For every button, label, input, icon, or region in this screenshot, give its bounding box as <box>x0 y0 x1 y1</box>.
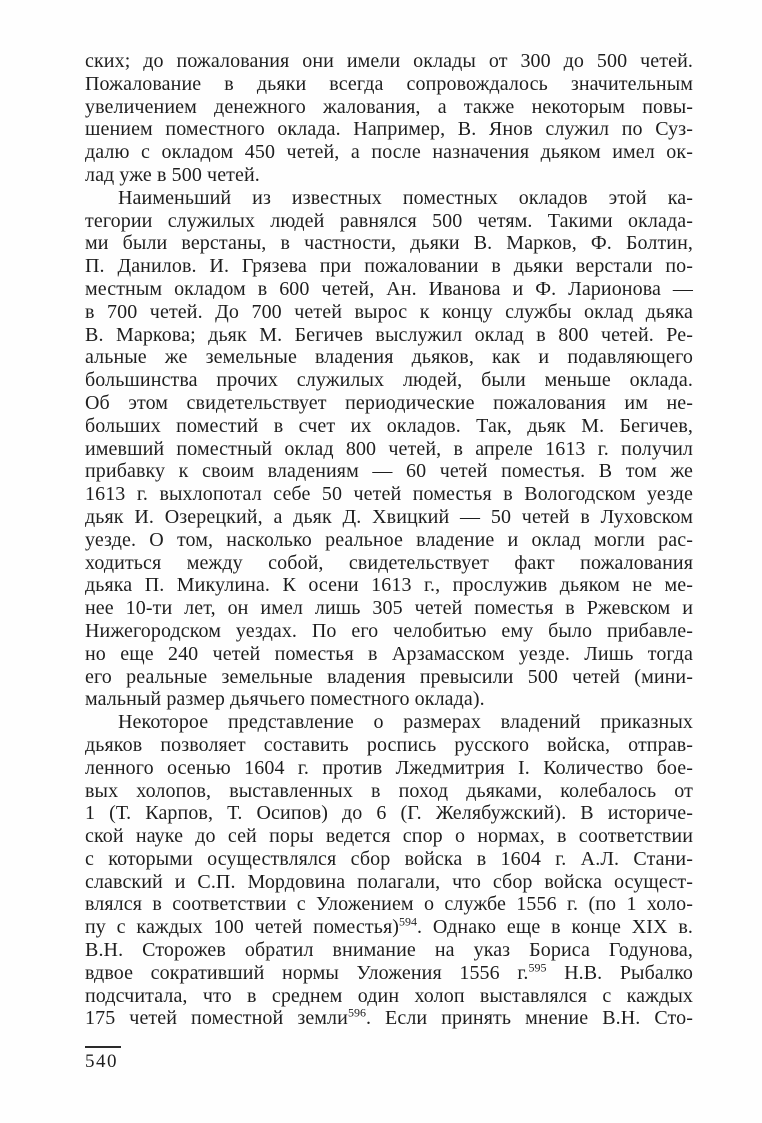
paragraph <box>85 50 693 187</box>
text-line: имевший поместный оклад 800 четей, в апреле 1613 г. получил <box>85 437 693 460</box>
text-line: нее 10-ти лет, он имел лишь 305 четей поместья в Ржевском и <box>85 597 693 620</box>
text-line: ми были верстаны, в частности, дьяки В. Марков, Ф. Болтин, <box>85 232 693 255</box>
text-line: далю с окладом 450 четей, а после назначения дьяком имел ок- <box>85 141 693 164</box>
text-line: В.Н. Сторожев обратил внимание на указ Бориса Годунова, <box>85 939 693 962</box>
text-line: славский и С.П. Мордовина полагали, что сбор войска осущест- <box>85 870 693 893</box>
text-line: большинства прочих служилых людей, были меньше оклада. <box>85 369 693 392</box>
footer-rule <box>85 1046 121 1048</box>
text-line: уезде. О том, насколько реальное владение и оклад могли рас- <box>85 528 693 551</box>
text-line: подсчитала, что в среднем один холоп выставлялся с каждых <box>85 984 693 1007</box>
text-line: в 700 четей. До 700 четей вырос к концу службы оклад дьяка <box>85 300 693 323</box>
text-line: ленного осенью 1604 г. против Лжедмитрия I. Количество бое- <box>85 756 693 779</box>
page-number: 540 <box>85 1051 118 1072</box>
text-line: ских; до пожалования они имели оклады от 300 до 500 четей. <box>85 50 693 72</box>
text-line: больших поместий в счет их окладов. Так, дьяк М. Бегичев, <box>85 414 693 437</box>
paragraph <box>85 711 693 1030</box>
text-line: его реальные земельные владения превысили 500 четей (мини- <box>85 665 693 688</box>
page-footer <box>85 1046 121 1073</box>
text-line: тегории служилых людей равнялся 500 четям. Такими оклада- <box>85 209 693 232</box>
text-line: 175 четей поместной земли$^{596}$. Если принять мнение В.Н. Сто- <box>85 1005 693 1030</box>
text-line: пу с каждых 100 четей поместья)$^{594}$. Однако еще в конце XIX в. <box>85 914 693 939</box>
text-line: лад уже в 500 четей. <box>85 163 260 186</box>
text-line: местным окладом в 600 четей, Ан. Иванова и Ф. Ларионова — <box>85 277 693 300</box>
text-line: 1 (Т. Карпов, Т. Осипов) до 6 (Г. Желябужский). В историче- <box>85 802 693 825</box>
text-line: вдвое сокративший нормы Уложения 1556 г.$^{595}$ Н.В. Рыбалко <box>85 960 694 984</box>
text-line: но еще 240 четей поместья в Арзамасском уезде. Лишь тогда <box>85 642 693 665</box>
text-line: Пожалование в дьяки всегда сопровождалось значительным <box>85 72 693 95</box>
text-line: ской науке до сей поры ведется спор о нормах, в соответствии <box>85 825 693 848</box>
text-line: прибавку к своим владениям — 60 четей поместья. В том же <box>85 460 693 483</box>
text-line: Об этом свидетельствует периодические пожалования им не- <box>85 391 693 414</box>
text-line: дьяка П. Микулина. К осени 1613 г., прослужив дьяком не ме- <box>85 574 693 597</box>
text-line: влялся в соответствии с Уложением о службе 1556 г. (по 1 холо- <box>85 893 693 916</box>
text-line: ходиться между собой, свидетельствует факт пожалования <box>85 551 693 574</box>
footnote-marker: 594 <box>399 914 417 929</box>
text-line: П. Данилов. И. Грязева при пожаловании в дьяки верстали по- <box>85 255 693 278</box>
text-line: с которыми осуществлялся сбор войска в 1604 г. А.Л. Стани- <box>85 847 693 870</box>
text-line: мальный размер дьячьего поместного оклада). <box>85 688 485 711</box>
text-line: 1613 г. выхлопотал себе 50 четей поместья в Вологодском уезде <box>85 483 693 506</box>
footnote-marker: 595 <box>528 960 547 975</box>
text-line: увеличением денежного жалования, а также некоторым повы- <box>85 95 693 118</box>
text-line: альные же земельные владения дьяков, как и подавляющего <box>85 346 693 369</box>
paragraph <box>85 187 693 711</box>
text-line: шением поместного оклада. Например, В. Янов служил по Суз- <box>85 118 693 141</box>
text-line: В. Маркова; дьяк М. Бегичев выслужил оклад в 800 четей. Ре- <box>85 323 693 346</box>
footnote-marker: 596 <box>347 1005 366 1020</box>
text-line: Некоторое представление о размерах владений приказных <box>118 711 693 734</box>
text-line: дьяк И. Озерецкий, а дьяк Д. Хвицкий — 50 четей в Луховском <box>85 505 693 528</box>
text-line: Нижегородском уездах. По его челобитью ему было прибавле- <box>85 619 693 642</box>
text-line: вых холопов, выставленных в поход дьяками, колебалось от <box>85 779 693 802</box>
text-line: дьяков позволяет составить роспись русского войска, отправ- <box>85 733 693 756</box>
text-column <box>85 50 693 1030</box>
text-line: Наименьший из известных поместных окладов этой ка- <box>118 186 693 209</box>
